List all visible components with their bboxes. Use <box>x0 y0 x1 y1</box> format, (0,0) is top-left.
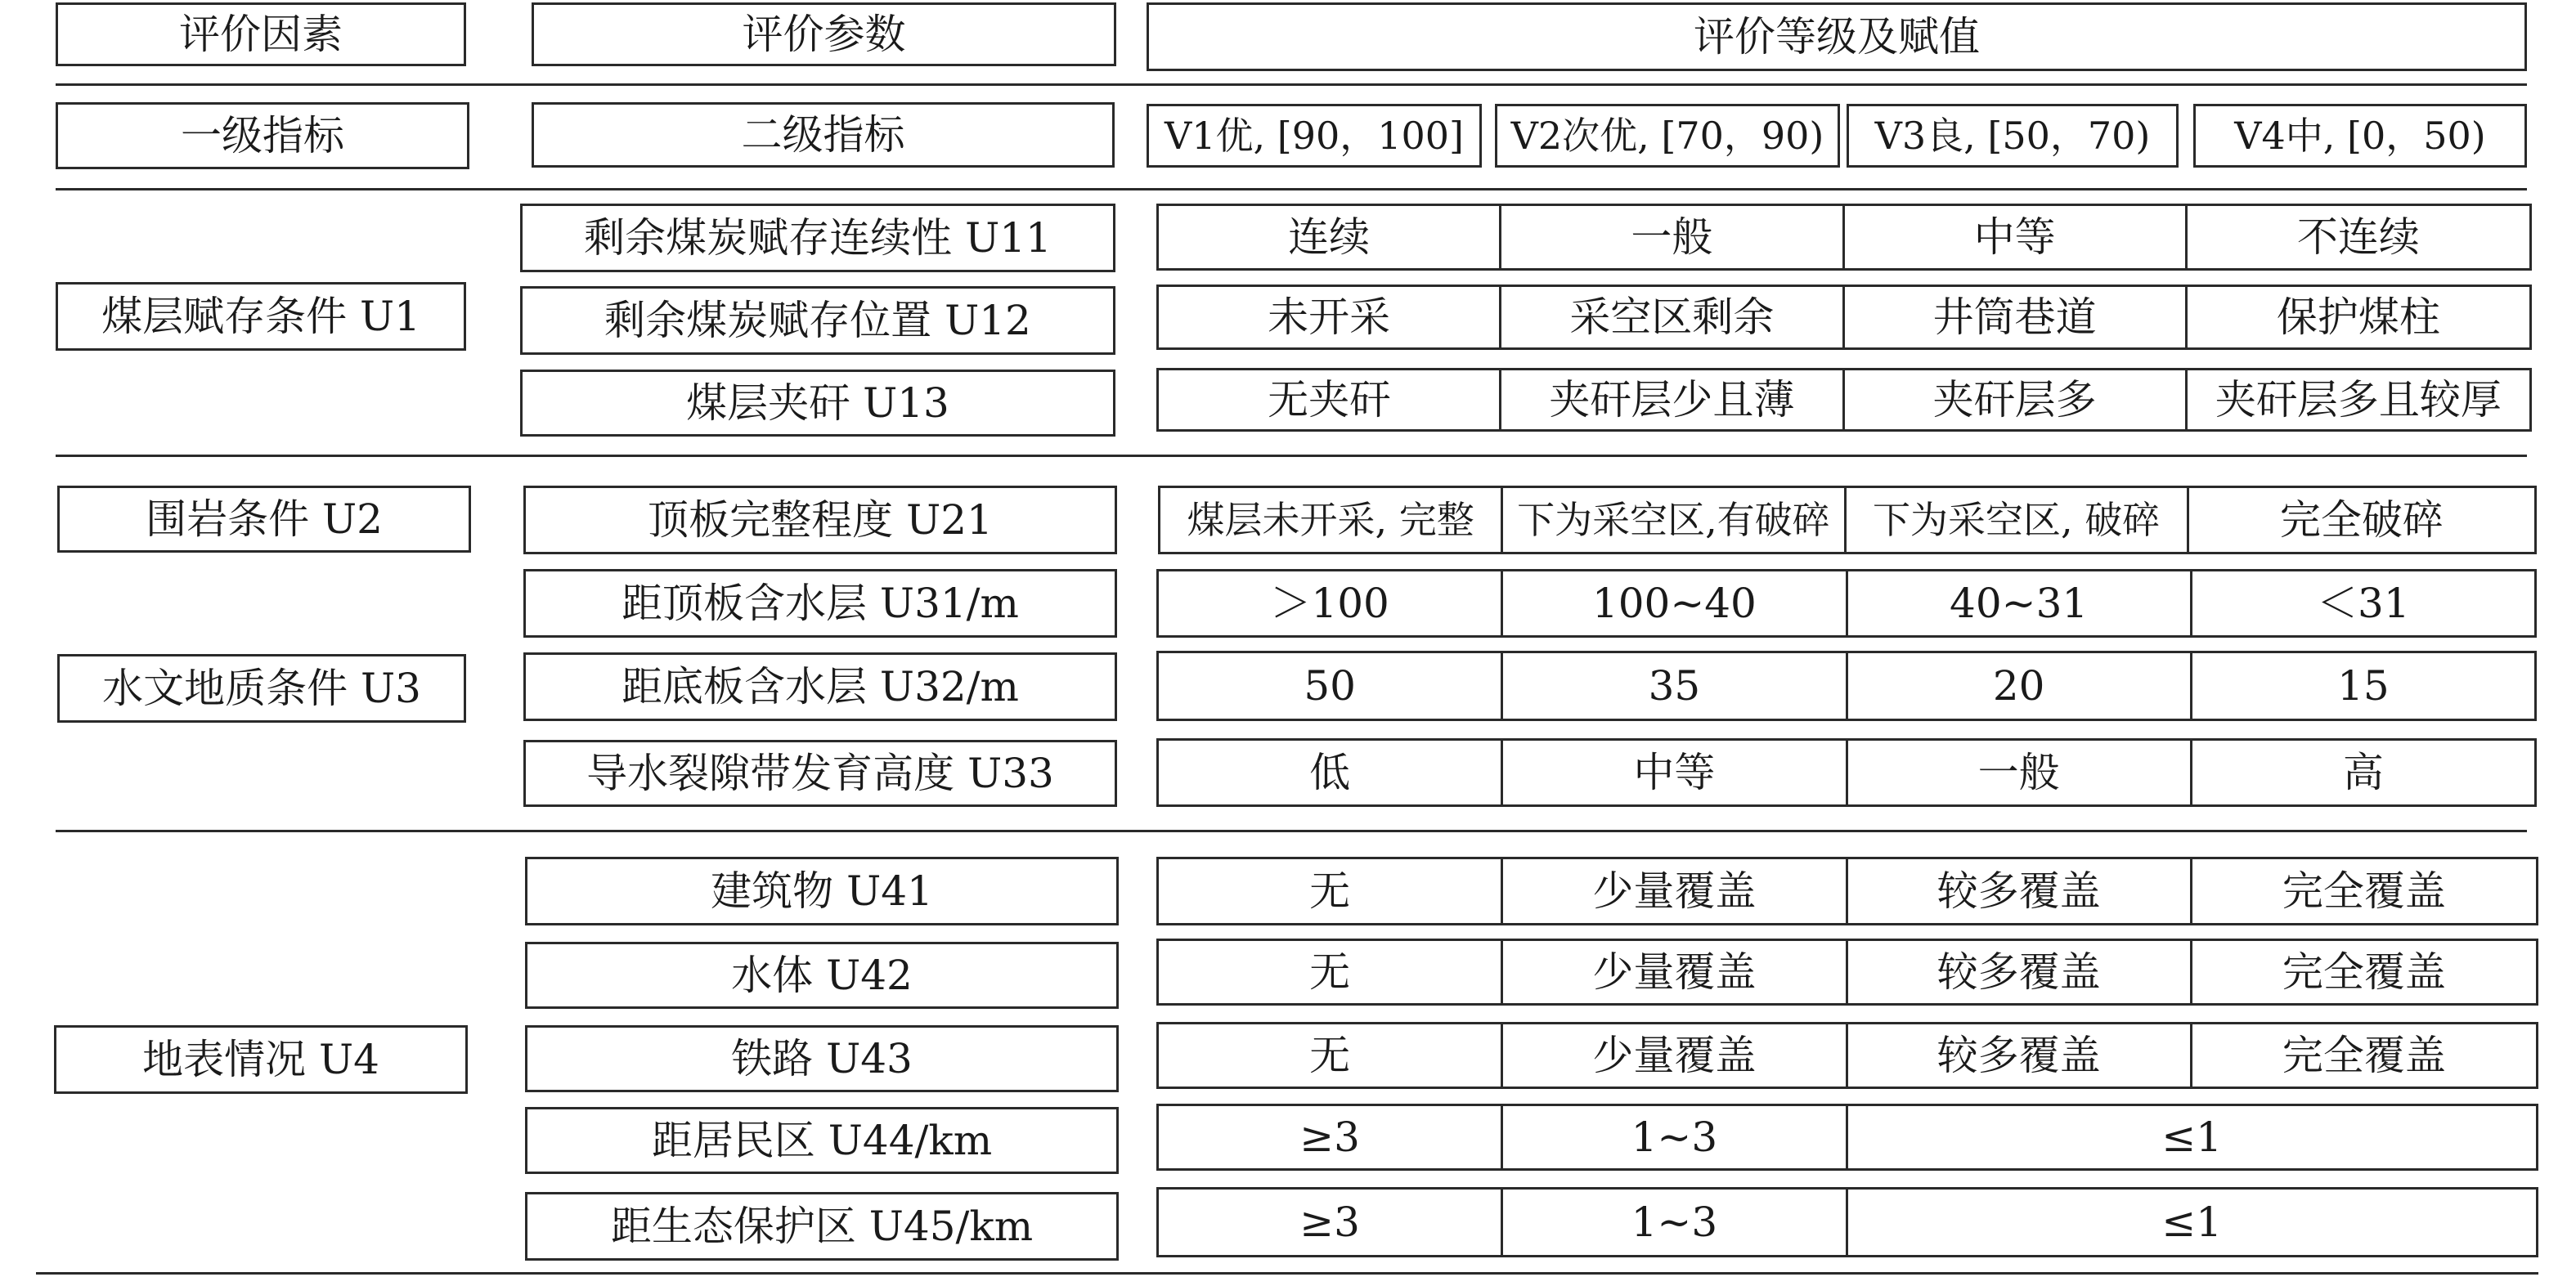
grade-cell: 15 <box>2192 653 2537 719</box>
factor-u1: 煤层赋存条件 U1 <box>56 282 466 351</box>
param-u21: 顶板完整程度 U21 <box>523 486 1117 554</box>
grade-row-u41 <box>1156 857 2538 925</box>
grade-row-u42 <box>1156 939 2538 1006</box>
grade-row-u33 <box>1156 738 2537 807</box>
param-u44: 距居民区 U44/km <box>525 1107 1119 1174</box>
grade-cell: ≥3 <box>1159 1190 1503 1255</box>
grade-cell: 40~31 <box>1848 571 2192 635</box>
grade-cell: 无 <box>1159 941 1503 1003</box>
grade-cell: 完全覆盖 <box>2192 941 2538 1003</box>
grade-cell: 中等 <box>1503 741 1847 804</box>
separator-line <box>56 83 2527 86</box>
grade-row-u11 <box>1156 204 2532 271</box>
grade-row-u13 <box>1156 368 2532 432</box>
header-grade: 评价等级及赋值 <box>1147 2 2527 71</box>
grade-cell: 采空区剩余 <box>1501 287 1844 347</box>
param-u11: 剩余煤炭赋存连续性 U11 <box>520 204 1115 272</box>
grade-cell: 高 <box>2192 741 2537 804</box>
grade-v3-header: V3良, [50，70) <box>1847 104 2179 168</box>
grade-cell: 完全覆盖 <box>2192 1024 2538 1087</box>
param-u13: 煤层夹矸 U13 <box>520 370 1115 437</box>
grade-cell: 少量覆盖 <box>1503 859 1847 923</box>
grade-cell: 中等 <box>1845 206 2188 268</box>
grade-row-u21 <box>1158 486 2537 554</box>
grade-cell: 煤层未开采, 完整 <box>1160 488 1503 552</box>
grade-row-u12 <box>1156 285 2532 350</box>
grade-cell: 完全破碎 <box>2189 488 2537 552</box>
grade-cell: 一般 <box>1501 206 1844 268</box>
grade-cell: 1~3 <box>1503 1106 1847 1168</box>
param-u41: 建筑物 U41 <box>525 857 1119 925</box>
grade-cell: 井筒巷道 <box>1845 287 2188 347</box>
grade-cell: 低 <box>1159 741 1503 804</box>
grade-cell: 少量覆盖 <box>1503 1024 1847 1087</box>
factor-u3: 水文地质条件 U3 <box>57 654 466 723</box>
separator-line <box>36 1272 2538 1275</box>
grade-v2-header: V2次优, [70，90) <box>1495 104 1840 168</box>
grade-cell: 夹矸层少且薄 <box>1501 370 1844 429</box>
grade-cell: 完全覆盖 <box>2192 859 2538 923</box>
grade-cell: ≤1 <box>1848 1190 2539 1255</box>
param-u32: 距底板含水层 U32/m <box>523 652 1117 721</box>
grade-cell: 无夹矸 <box>1159 370 1501 429</box>
grade-cell: 保护煤柱 <box>2188 287 2532 347</box>
grade-cell: 35 <box>1503 653 1847 719</box>
grade-cell: 1~3 <box>1503 1190 1847 1255</box>
secondary-indicator-header: 二级指标 <box>532 102 1115 168</box>
header-factor: 评价因素 <box>56 2 466 66</box>
separator-line <box>56 830 2527 832</box>
grade-cell: 较多覆盖 <box>1848 941 2192 1003</box>
grade-cell: 夹矸层多且较厚 <box>2188 370 2532 429</box>
grade-cell: 少量覆盖 <box>1503 941 1847 1003</box>
grade-cell: 不连续 <box>2188 206 2532 268</box>
grade-row-u43 <box>1156 1022 2538 1089</box>
separator-line <box>56 188 2527 190</box>
grade-cell: 连续 <box>1159 206 1501 268</box>
grade-cell: ＞100 <box>1159 571 1503 635</box>
param-u31: 距顶板含水层 U31/m <box>523 569 1117 638</box>
param-u45: 距生态保护区 U45/km <box>525 1192 1119 1261</box>
grade-cell: 无 <box>1159 859 1503 923</box>
grade-cell: ≤1 <box>1848 1106 2539 1168</box>
grade-cell: 无 <box>1159 1024 1503 1087</box>
primary-indicator-header: 一级指标 <box>56 102 469 169</box>
grade-cell: 20 <box>1848 653 2192 719</box>
grade-cell: 100~40 <box>1503 571 1847 635</box>
grade-row-u32 <box>1156 651 2537 721</box>
grade-cell: 下为采空区,有破碎 <box>1503 488 1846 552</box>
grade-v1-header: V1优, [90，100] <box>1147 104 1482 168</box>
factor-u4: 地表情况 U4 <box>54 1025 468 1094</box>
grade-cell: 较多覆盖 <box>1848 1024 2192 1087</box>
grade-row-u31 <box>1156 569 2537 638</box>
param-u43: 铁路 U43 <box>525 1025 1119 1092</box>
param-u33: 导水裂隙带发育高度 U33 <box>523 740 1117 807</box>
grade-cell: ≥3 <box>1159 1106 1503 1168</box>
grade-cell: 下为采空区, 破碎 <box>1847 488 2189 552</box>
grade-cell: 未开采 <box>1159 287 1501 347</box>
grade-row-u45 <box>1156 1187 2538 1257</box>
grade-v4-header: V4中, [0，50) <box>2193 104 2527 168</box>
grade-cell: 一般 <box>1848 741 2192 804</box>
separator-line <box>56 455 2527 457</box>
grade-cell: 50 <box>1159 653 1503 719</box>
grade-cell: ＜31 <box>2192 571 2537 635</box>
grade-cell: 较多覆盖 <box>1848 859 2192 923</box>
header-param: 评价参数 <box>532 2 1116 66</box>
grade-cell: 夹矸层多 <box>1845 370 2188 429</box>
grade-row-u44 <box>1156 1104 2538 1171</box>
factor-u2: 围岩条件 U2 <box>57 486 471 553</box>
param-u12: 剩余煤炭赋存位置 U12 <box>520 286 1115 355</box>
param-u42: 水体 U42 <box>525 942 1119 1009</box>
